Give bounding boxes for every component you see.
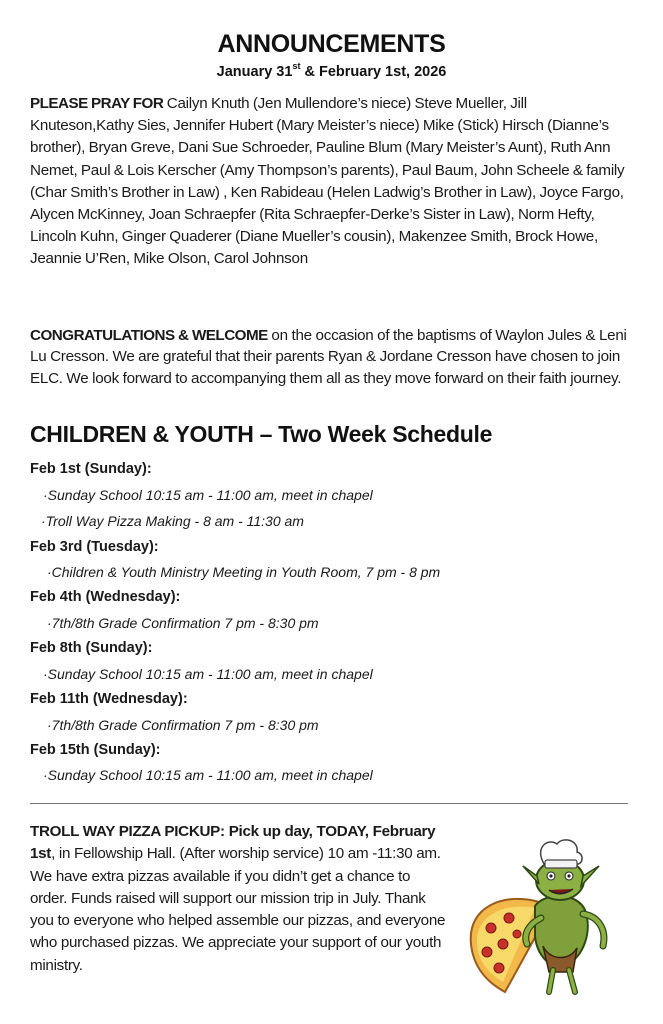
prayer-heading: PLEASE PRAY FOR xyxy=(30,95,164,112)
schedule-day: Feb 15th (Sunday): xyxy=(30,742,161,758)
page-date xyxy=(0,62,663,80)
prayer-names: Cailyn Knuth (Jen Mullendore’s niece) Steve Mueller, Jill Knuteson,Kathy Sies, Jennifer Hubert (Mary Meister’s niece) Mike (Stick) Hirsch (Dianne’s brother), Bryan Greve, Dani Sue Schroeder, Pauline Blum (Mary Meister’s Aunt), Ruth Ann Nemet, Paul & Lois Kerscher (Amy Thompson’s parents), Paul Baum, John Scheele & family (Char Smith’s Brother in Law) , Ken Rabideau (Helen Ladwig’s Brother in Law), Joyce Fargo, Alycen McKinney, Joan Schraepfer (Rita Schraepfer-Derke’s Sister in Law), Norm Hefty, Lincoln Kuhn, Ginger Quaderer (Diane Mueller’s cousin), Makenzee Smith, Brock Howe, Jeannie U’Ren, Mike Olson, Carol Johnson xyxy=(30,95,625,268)
schedule-day: Feb 1st (Sunday): xyxy=(30,461,152,477)
date-part-2: & February 1st, 2026 xyxy=(300,63,447,80)
schedule-day: Feb 3rd (Tuesday): xyxy=(30,539,159,555)
schedule-day: Feb 4th (Wednesday): xyxy=(30,589,181,605)
troll-icon xyxy=(523,840,604,992)
schedule-day: Feb 8th (Sunday): xyxy=(30,640,153,656)
schedule-event: ·Troll Way Pizza Making - 8 am - 11:30 am xyxy=(41,513,304,529)
schedule-day: Feb 11th (Wednesday): xyxy=(30,691,188,707)
schedule-event: ·Sunday School 10:15 am - 11:00 am, meet in chapel xyxy=(43,767,373,783)
page-title: ANNOUNCEMENTS xyxy=(217,30,446,58)
pizza-pickup-heading: TROLL WAY PIZZA PICKUP: Pick up day, TODAY, February 1st xyxy=(30,823,436,863)
schedule-event: ·7th/8th Grade Confirmation 7 pm - 8:30 pm xyxy=(47,615,319,631)
congratulations-paragraph xyxy=(30,325,630,389)
schedule-event: ·Children & Youth Ministry Meeting in Youth Room, 7 pm - 8 pm xyxy=(47,564,441,580)
date-suffix: st xyxy=(292,61,301,71)
prayer-list-paragraph xyxy=(30,93,630,271)
schedule-event: ·Sunday School 10:15 am - 11:00 am, meet in chapel xyxy=(43,487,373,503)
congratulations-heading: CONGRATULATIONS & WELCOME xyxy=(30,327,268,344)
section-divider xyxy=(30,803,628,804)
date-part-1: January 31 xyxy=(216,63,293,80)
troll-chef-pizza-icon xyxy=(465,836,615,998)
schedule-event: ·7th/8th Grade Confirmation 7 pm - 8:30 pm xyxy=(47,717,319,733)
pizza-pickup-paragraph xyxy=(30,821,450,977)
schedule-title: CHILDREN & YOUTH – Two Week Schedule xyxy=(30,421,493,447)
pizza-pickup-text: , in Fellowship Hall. (After worship service) 10 am -11:30 am. We have extra pizzas available if you didn’t get a chance to order. Funds raised will support our mission trip in July. Thank you to everyone who helped assemble our pizzas, and everyone who purchased pizzas. We appreciate your support of our youth ministry. xyxy=(30,845,446,974)
congratulations-text: on the occasion of the baptisms of Waylon Jules & Leni Lu Cresson. We are grateful that their parents Ryan & Jordane Cresson have chosen to join ELC. We look forward to accompanying them all as they move forward on their faith journey. xyxy=(30,327,627,387)
schedule-event: ·Sunday School 10:15 am - 11:00 am, meet in chapel xyxy=(43,666,373,682)
